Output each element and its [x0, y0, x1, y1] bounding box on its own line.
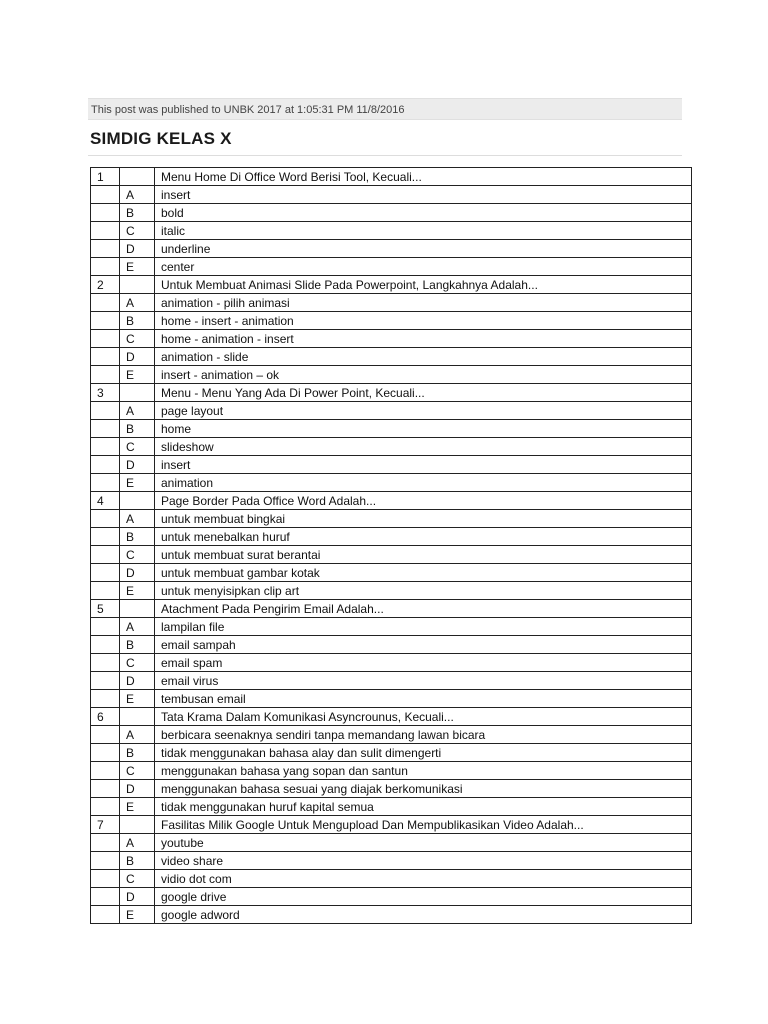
- option-row: [91, 726, 692, 744]
- option-letter: C: [120, 654, 155, 672]
- question-number-empty: [91, 798, 120, 816]
- question-number-empty: [91, 744, 120, 762]
- option-letter: A: [120, 186, 155, 204]
- question-row: [91, 168, 692, 186]
- option-row: [91, 582, 692, 600]
- title-divider: [88, 155, 682, 156]
- question-number-empty: [91, 870, 120, 888]
- option-letter: A: [120, 510, 155, 528]
- option-text: email spam: [155, 654, 692, 672]
- option-letter: D: [120, 564, 155, 582]
- question-number-empty: [91, 762, 120, 780]
- option-letter: E: [120, 798, 155, 816]
- question-number: 1: [91, 168, 120, 186]
- option-text: tembusan email: [155, 690, 692, 708]
- option-text: youtube: [155, 834, 692, 852]
- option-text: animation - pilih animasi: [155, 294, 692, 312]
- option-text: animation - slide: [155, 348, 692, 366]
- option-text: lampilan file: [155, 618, 692, 636]
- question-number-empty: [91, 366, 120, 384]
- option-text: insert: [155, 186, 692, 204]
- option-text: menggunakan bahasa sesuai yang diajak berkomunikasi: [155, 780, 692, 798]
- option-text: untuk membuat gambar kotak: [155, 564, 692, 582]
- option-row: [91, 744, 692, 762]
- option-text: bold: [155, 204, 692, 222]
- question-row: [91, 708, 692, 726]
- question-number-empty: [91, 402, 120, 420]
- option-text: insert: [155, 456, 692, 474]
- question-text: Page Border Pada Office Word Adalah...: [155, 492, 692, 510]
- question-text: Untuk Membuat Animasi Slide Pada Powerpoint, Langkahnya Adalah...: [155, 276, 692, 294]
- question-number-empty: [91, 528, 120, 546]
- option-letter: D: [120, 672, 155, 690]
- option-letter: D: [120, 780, 155, 798]
- question-text: Menu - Menu Yang Ada Di Power Point, Kecuali...: [155, 384, 692, 402]
- option-letter: D: [120, 240, 155, 258]
- option-letter: E: [120, 582, 155, 600]
- option-row: [91, 564, 692, 582]
- option-letter: C: [120, 546, 155, 564]
- question-number-empty: [91, 834, 120, 852]
- question-text: Atachment Pada Pengirim Email Adalah...: [155, 600, 692, 618]
- question-row: [91, 384, 692, 402]
- option-text: underline: [155, 240, 692, 258]
- question-number-empty: [91, 222, 120, 240]
- question-number-empty: [91, 204, 120, 222]
- option-row: [91, 906, 692, 924]
- question-number-empty: [91, 348, 120, 366]
- option-letter: E: [120, 474, 155, 492]
- option-letter-empty: [120, 168, 155, 186]
- option-letter: C: [120, 762, 155, 780]
- option-text: italic: [155, 222, 692, 240]
- page-title: SIMDIG KELAS X: [90, 129, 232, 148]
- question-number-empty: [91, 474, 120, 492]
- option-row: [91, 852, 692, 870]
- question-number-empty: [91, 312, 120, 330]
- option-letter: D: [120, 348, 155, 366]
- option-row: [91, 636, 692, 654]
- question-number-empty: [91, 654, 120, 672]
- option-letter-empty: [120, 384, 155, 402]
- question-number-empty: [91, 420, 120, 438]
- option-text: email sampah: [155, 636, 692, 654]
- option-letter: A: [120, 402, 155, 420]
- question-number: 2: [91, 276, 120, 294]
- question-number-empty: [91, 672, 120, 690]
- option-row: [91, 456, 692, 474]
- option-row: [91, 366, 692, 384]
- option-row: [91, 222, 692, 240]
- option-row: [91, 888, 692, 906]
- question-number-empty: [91, 564, 120, 582]
- quiz-table: [90, 167, 692, 924]
- option-letter: B: [120, 420, 155, 438]
- option-letter-empty: [120, 708, 155, 726]
- option-letter: B: [120, 528, 155, 546]
- option-row: [91, 438, 692, 456]
- option-text: video share: [155, 852, 692, 870]
- option-row: [91, 294, 692, 312]
- question-number-empty: [91, 780, 120, 798]
- option-text: home: [155, 420, 692, 438]
- question-number-empty: [91, 438, 120, 456]
- option-row: [91, 762, 692, 780]
- option-letter: A: [120, 726, 155, 744]
- option-letter: A: [120, 618, 155, 636]
- option-text: untuk menebalkan huruf: [155, 528, 692, 546]
- option-row: [91, 312, 692, 330]
- option-row: [91, 546, 692, 564]
- option-letter: A: [120, 834, 155, 852]
- quiz-table-body: [91, 168, 692, 924]
- option-text: home - insert - animation: [155, 312, 692, 330]
- option-text: tidak menggunakan bahasa alay dan sulit dimengerti: [155, 744, 692, 762]
- option-letter-empty: [120, 276, 155, 294]
- option-text: page layout: [155, 402, 692, 420]
- option-letter: B: [120, 744, 155, 762]
- question-number-empty: [91, 294, 120, 312]
- question-row: [91, 816, 692, 834]
- option-text: vidio dot com: [155, 870, 692, 888]
- option-text: untuk membuat surat berantai: [155, 546, 692, 564]
- option-letter-empty: [120, 492, 155, 510]
- publish-banner: This post was published to UNBK 2017 at 1:05:31 PM 11/8/2016: [88, 98, 682, 120]
- question-text: Tata Krama Dalam Komunikasi Asyncrounus, Kecuali...: [155, 708, 692, 726]
- option-letter: E: [120, 366, 155, 384]
- option-text: insert - animation – ok: [155, 366, 692, 384]
- question-number-empty: [91, 852, 120, 870]
- option-letter: E: [120, 690, 155, 708]
- question-number: 7: [91, 816, 120, 834]
- question-row: [91, 492, 692, 510]
- option-letter: C: [120, 438, 155, 456]
- option-text: menggunakan bahasa yang sopan dan santun: [155, 762, 692, 780]
- option-row: [91, 672, 692, 690]
- option-row: [91, 798, 692, 816]
- question-number-empty: [91, 510, 120, 528]
- option-letter: E: [120, 906, 155, 924]
- question-text: Fasilitas Milik Google Untuk Mengupload Dan Mempublikasikan Video Adalah...: [155, 816, 692, 834]
- option-row: [91, 690, 692, 708]
- question-number-empty: [91, 330, 120, 348]
- option-text: animation: [155, 474, 692, 492]
- option-text: untuk membuat bingkai: [155, 510, 692, 528]
- option-row: [91, 186, 692, 204]
- option-row: [91, 348, 692, 366]
- option-letter: E: [120, 258, 155, 276]
- question-number: 6: [91, 708, 120, 726]
- option-text: center: [155, 258, 692, 276]
- option-row: [91, 510, 692, 528]
- option-row: [91, 780, 692, 798]
- question-row: [91, 276, 692, 294]
- question-number-empty: [91, 906, 120, 924]
- option-letter-empty: [120, 816, 155, 834]
- option-row: [91, 834, 692, 852]
- question-number-empty: [91, 636, 120, 654]
- question-number-empty: [91, 546, 120, 564]
- option-text: email virus: [155, 672, 692, 690]
- question-number-empty: [91, 258, 120, 276]
- option-letter: B: [120, 204, 155, 222]
- question-number: 4: [91, 492, 120, 510]
- option-row: [91, 402, 692, 420]
- option-row: [91, 240, 692, 258]
- question-number-empty: [91, 456, 120, 474]
- question-number-empty: [91, 888, 120, 906]
- option-letter: A: [120, 294, 155, 312]
- option-row: [91, 420, 692, 438]
- option-row: [91, 474, 692, 492]
- question-number: 5: [91, 600, 120, 618]
- option-row: [91, 654, 692, 672]
- option-letter: D: [120, 888, 155, 906]
- option-letter: C: [120, 330, 155, 348]
- question-number-empty: [91, 240, 120, 258]
- question-text: Menu Home Di Office Word Berisi Tool, Kecuali...: [155, 168, 692, 186]
- option-letter: D: [120, 456, 155, 474]
- question-number: 3: [91, 384, 120, 402]
- option-text: berbicara seenaknya sendiri tanpa memandang lawan bicara: [155, 726, 692, 744]
- option-letter: C: [120, 222, 155, 240]
- question-number-empty: [91, 618, 120, 636]
- question-number-empty: [91, 186, 120, 204]
- option-text: home - animation - insert: [155, 330, 692, 348]
- option-row: [91, 618, 692, 636]
- option-letter: B: [120, 852, 155, 870]
- option-letter-empty: [120, 600, 155, 618]
- question-number-empty: [91, 582, 120, 600]
- option-row: [91, 330, 692, 348]
- option-letter: C: [120, 870, 155, 888]
- option-row: [91, 258, 692, 276]
- option-row: [91, 528, 692, 546]
- option-text: google drive: [155, 888, 692, 906]
- option-text: untuk menyisipkan clip art: [155, 582, 692, 600]
- question-number-empty: [91, 690, 120, 708]
- question-row: [91, 600, 692, 618]
- option-letter: B: [120, 312, 155, 330]
- option-text: slideshow: [155, 438, 692, 456]
- option-row: [91, 204, 692, 222]
- question-number-empty: [91, 726, 120, 744]
- option-letter: B: [120, 636, 155, 654]
- option-row: [91, 870, 692, 888]
- option-text: google adword: [155, 906, 692, 924]
- option-text: tidak menggunakan huruf kapital semua: [155, 798, 692, 816]
